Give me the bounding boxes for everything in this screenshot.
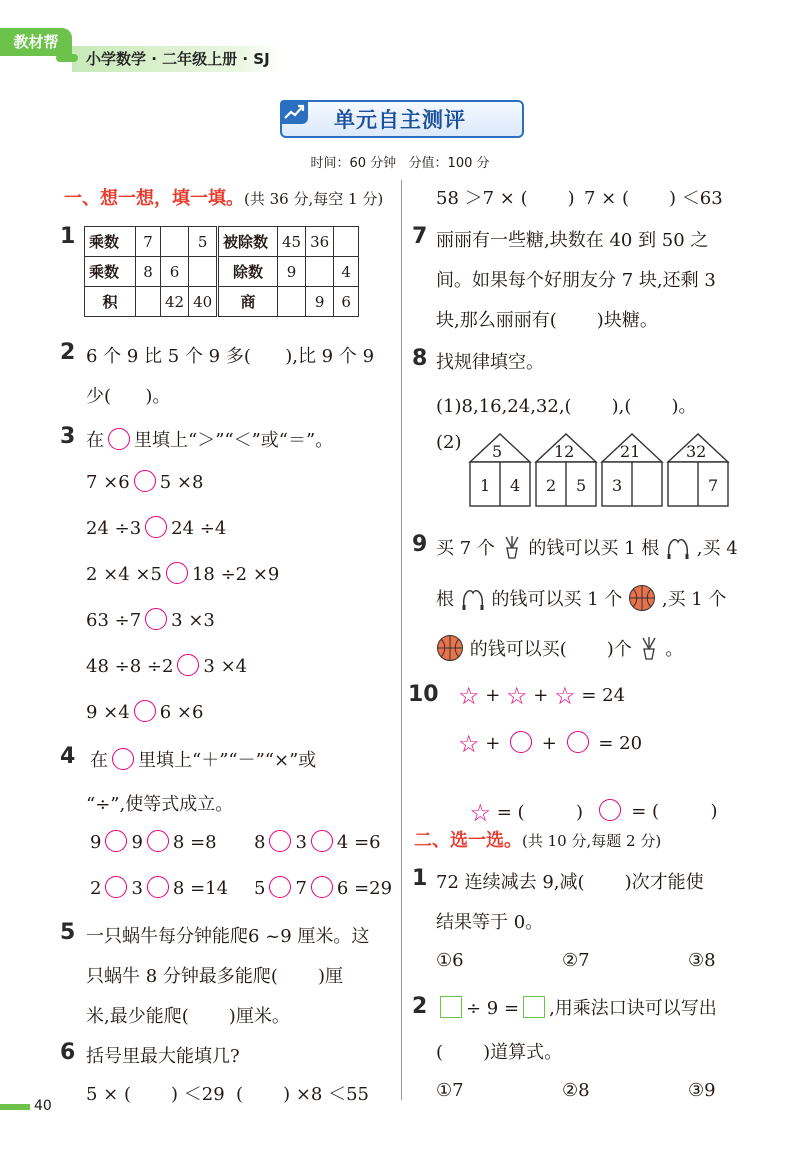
q10-eq2: ☆ + + = 20 <box>458 730 643 758</box>
s2q1-number: 1 <box>412 866 428 891</box>
answer-circle[interactable] <box>269 876 291 898</box>
house: 32 7 <box>666 432 730 514</box>
q8-line1: 找规律填空。 <box>436 352 544 373</box>
q9-line1: 买 7 个 的钱可以买 1 根 ,买 4 <box>436 534 738 560</box>
s2q2-option[interactable]: ①7 <box>436 1080 464 1101</box>
circle-icon <box>599 799 621 821</box>
flower-pot-icon <box>501 534 523 560</box>
q4-eq: 5 7 6 =29 <box>254 878 393 899</box>
q3-item: 63 ÷7 3 ×3 <box>86 610 215 631</box>
answer-box[interactable] <box>523 996 545 1018</box>
q3-item: 2 ×4 ×5 18 ÷2 ×9 <box>86 564 280 585</box>
q6-d: 7 × ( ) ＜63 <box>584 188 723 209</box>
q5-line1: 一只蜗牛每分钟能爬6 ~9 厘米。这 <box>86 926 370 947</box>
s2q2-line1: ÷ 9 = ,用乘法口诀可以写出 <box>436 994 717 1020</box>
page-number: 40 <box>34 1098 52 1114</box>
s2q2-option[interactable]: ②8 <box>562 1080 590 1101</box>
page-title: 单元自主测评 <box>334 108 466 132</box>
s2q1-option[interactable]: ③8 <box>688 950 716 971</box>
answer-circle[interactable] <box>134 700 156 722</box>
q6-c: 58 ＞7 × ( ) <box>436 188 575 209</box>
q6-a: 5 × ( ) ＜29 <box>86 1084 225 1105</box>
q9-number: 9 <box>412 532 428 557</box>
q6-number: 6 <box>60 1040 76 1065</box>
s2q1-line2: 结果等于 0。 <box>436 912 544 933</box>
answer-circle[interactable] <box>311 876 333 898</box>
house: 21 3 <box>600 432 664 514</box>
answer-circle[interactable] <box>166 562 188 584</box>
q7-line2: 间。如果每个好朋友分 7 块,还剩 3 <box>436 270 716 291</box>
q7-number: 7 <box>412 224 428 249</box>
q3-item: 24 ÷3 24 ÷4 <box>86 518 227 539</box>
star-icon: ☆ <box>506 682 528 710</box>
circle-icon <box>510 731 532 753</box>
q2-line1: 6 个 9 比 5 个 9 多( ),比 9 个 9 <box>86 346 375 367</box>
house: 12 2 5 <box>534 432 598 514</box>
house: 5 1 4 <box>468 432 532 514</box>
q5-line2: 只蜗牛 8 分钟最多能爬( )厘 <box>86 966 343 987</box>
q8-number: 8 <box>412 346 428 371</box>
q6-line1: 括号里最大能填几? <box>86 1046 240 1067</box>
q8-line2: (1)8,16,24,32,( ),( )。 <box>436 396 697 417</box>
jump-rope-icon <box>665 534 691 560</box>
answer-circle[interactable] <box>311 830 333 852</box>
q3-item: 7 ×6 5 ×8 <box>86 472 204 493</box>
header-green-strip <box>56 54 78 62</box>
answer-circle[interactable] <box>145 608 167 630</box>
column-divider <box>401 180 402 1100</box>
q3-instruction: 在 里填上“＞”“＜”或“＝”。 <box>86 430 334 451</box>
jump-rope-icon <box>460 585 486 611</box>
answer-circle[interactable] <box>134 470 156 492</box>
flower-pot-icon <box>638 635 660 661</box>
answer-circle[interactable] <box>145 516 167 538</box>
q4-instruction: 在 里填上“＋”“－”“×”或 <box>90 750 317 771</box>
series-title: 小学数学 · 二年级上册 · SJ <box>86 50 270 68</box>
q4-eq: 9 9 8 =8 <box>90 832 217 853</box>
q3-number: 3 <box>60 424 76 449</box>
q4-line2: “÷”,使等式成立。 <box>86 794 234 815</box>
brand-tag: 教材帮 <box>0 28 72 56</box>
answer-circle[interactable] <box>177 654 199 676</box>
section1-heading: 一、想一想，填一填。(共 36 分,每空 1 分) <box>64 188 384 209</box>
q6-b: ( ) ×8 ＜55 <box>236 1084 369 1105</box>
footer-green-bar <box>0 1104 30 1110</box>
q2-number: 2 <box>60 340 76 365</box>
s2q1-option[interactable]: ①6 <box>436 950 464 971</box>
q5-line3: 米,最少能爬( )厘米。 <box>86 1006 290 1027</box>
star-icon: ☆ <box>554 682 576 710</box>
section2-heading: 二、选一选。(共 10 分,每题 2 分) <box>414 830 662 851</box>
basketball-icon <box>436 634 464 662</box>
answer-circle[interactable] <box>269 830 291 852</box>
answer-circle[interactable] <box>147 830 169 852</box>
basketball-icon <box>628 584 656 612</box>
star-icon: ☆ <box>458 730 480 758</box>
q9-line3: 的钱可以买( )个 。 <box>436 634 683 662</box>
q2-line2: 少( )。 <box>86 386 171 407</box>
star-icon: ☆ <box>458 682 480 710</box>
q7-line3: 块,那么丽丽有( )块糖。 <box>436 310 658 331</box>
q3-item: 9 ×4 6 ×6 <box>86 702 204 723</box>
s2q2-option[interactable]: ③9 <box>688 1080 716 1101</box>
answer-box[interactable] <box>440 996 462 1018</box>
answer-circle[interactable] <box>147 876 169 898</box>
s2q2-number: 2 <box>412 994 428 1019</box>
answer-circle[interactable] <box>105 830 127 852</box>
q10-answer-star: ☆ = ( ) <box>469 799 584 827</box>
q8-label2: (2) <box>436 432 462 453</box>
q4-eq: 8 3 4 =6 <box>254 832 381 853</box>
test-meta: 时间：60 分钟 分值：100 分 <box>310 156 490 171</box>
s2q1-option[interactable]: ②7 <box>562 950 590 971</box>
q10-eq1: ☆ + ☆ + ☆ = 24 <box>458 682 626 710</box>
circle-icon <box>567 731 589 753</box>
trend-icon <box>280 100 308 124</box>
star-icon: ☆ <box>469 799 491 827</box>
q1-table-multiply: 乘数 7 5 乘数 8 6 积 42 40 <box>84 226 217 317</box>
q10-answer-circle: = ( ) <box>584 778 718 822</box>
q9-line2: 根 的钱可以买 1 个 ,买 1 个 <box>436 584 726 612</box>
q5-number: 5 <box>60 920 76 945</box>
q4-number: 4 <box>60 744 76 769</box>
q3-item: 48 ÷8 ÷2 3 ×4 <box>86 656 248 677</box>
q1-number: 1 <box>60 224 76 249</box>
q4-eq: 2 3 8 =14 <box>90 878 229 899</box>
s2q2-line2: ( )道算式。 <box>436 1042 563 1063</box>
q7-line1: 丽丽有一些糖,块数在 40 到 50 之 <box>436 230 709 251</box>
answer-circle[interactable] <box>108 428 130 450</box>
q10-number: 10 <box>408 682 439 707</box>
answer-circle[interactable] <box>105 876 127 898</box>
s2q1-line1: 72 连续减去 9,减( )次才能使 <box>436 872 704 893</box>
answer-circle[interactable] <box>112 748 134 770</box>
q1-table-divide: 被除数 45 36 除数 9 4 商 9 6 <box>218 226 359 317</box>
